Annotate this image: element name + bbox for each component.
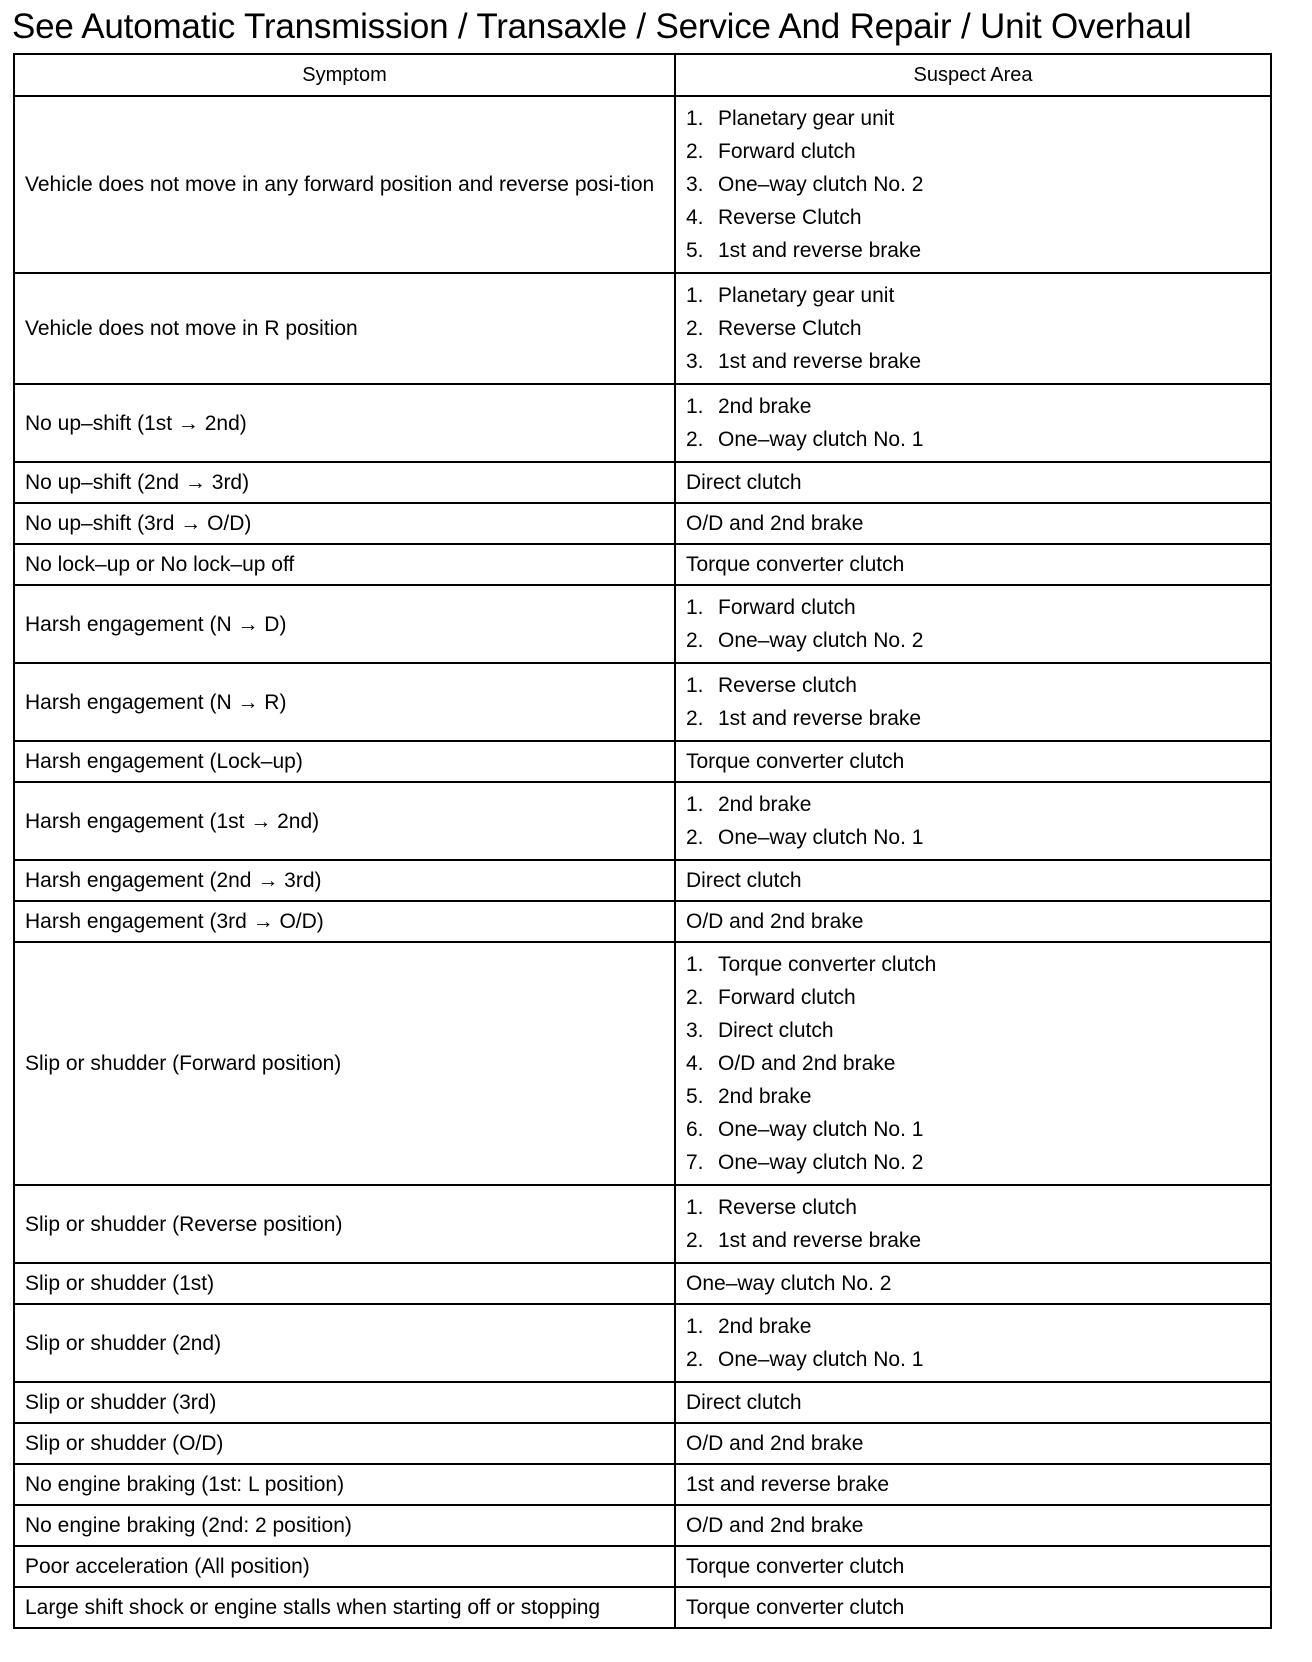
table-row bbox=[14, 1423, 1271, 1464]
symptom-cell: No up–shift (3rd → O/D) bbox=[14, 503, 675, 544]
list-item bbox=[686, 1146, 1260, 1179]
table-row bbox=[14, 585, 1271, 663]
list-text: Planetary gear unit bbox=[718, 107, 895, 130]
symptom-cell: No lock–up or No lock–up off bbox=[14, 544, 675, 585]
suspect-area-cell: Direct clutch bbox=[675, 860, 1271, 901]
suspect-list bbox=[686, 591, 1260, 657]
list-text: One–way clutch No. 2 bbox=[718, 173, 924, 196]
list-item bbox=[686, 234, 1260, 267]
suspect-area-cell: Torque converter clutch bbox=[675, 1587, 1271, 1628]
list-text: One–way clutch No. 1 bbox=[718, 1118, 924, 1141]
table-row bbox=[14, 1587, 1271, 1628]
list-text: Direct clutch bbox=[718, 1019, 834, 1042]
list-text: 1st and reverse brake bbox=[718, 350, 922, 373]
suspect-list bbox=[686, 102, 1260, 267]
list-text: Forward clutch bbox=[718, 986, 856, 1009]
suspect-area-cell bbox=[675, 663, 1271, 741]
list-number: 1. bbox=[686, 674, 704, 697]
symptom-cell: Harsh engagement (3rd → O/D) bbox=[14, 901, 675, 942]
list-text: One–way clutch No. 1 bbox=[718, 428, 924, 451]
list-text: O/D and 2nd brake bbox=[718, 1052, 896, 1075]
suspect-area-cell: Torque converter clutch bbox=[675, 544, 1271, 585]
list-number: 2. bbox=[686, 826, 704, 849]
table-row bbox=[14, 1464, 1271, 1505]
list-item bbox=[686, 201, 1260, 234]
list-number: 2. bbox=[686, 986, 704, 1009]
list-item bbox=[686, 981, 1260, 1014]
symptom-cell: Harsh engagement (N → D) bbox=[14, 585, 675, 663]
suspect-area-cell: Direct clutch bbox=[675, 462, 1271, 503]
list-text: 2nd brake bbox=[718, 395, 812, 418]
table-row bbox=[14, 1546, 1271, 1587]
list-text: Reverse clutch bbox=[718, 674, 857, 697]
suspect-area-cell bbox=[675, 1185, 1271, 1263]
table-row bbox=[14, 741, 1271, 782]
list-number: 2. bbox=[686, 1348, 704, 1371]
list-item bbox=[686, 702, 1260, 735]
table-row bbox=[14, 1382, 1271, 1423]
list-number: 1. bbox=[686, 793, 704, 816]
symptom-cell: Slip or shudder (O/D) bbox=[14, 1423, 675, 1464]
list-text: 1st and reverse brake bbox=[718, 1229, 922, 1252]
list-item bbox=[686, 1224, 1260, 1257]
table-row bbox=[14, 1263, 1271, 1304]
list-item bbox=[686, 312, 1260, 345]
suspect-area-cell: One–way clutch No. 2 bbox=[675, 1263, 1271, 1304]
table-row bbox=[14, 1185, 1271, 1263]
symptom-cell: Poor acceleration (All position) bbox=[14, 1546, 675, 1587]
suspect-area-cell: O/D and 2nd brake bbox=[675, 1505, 1271, 1546]
list-item bbox=[686, 102, 1260, 135]
list-number: 5. bbox=[686, 1085, 704, 1108]
list-item bbox=[686, 423, 1260, 456]
suspect-area-cell bbox=[675, 273, 1271, 384]
list-item bbox=[686, 1014, 1260, 1047]
suspect-area-cell: Torque converter clutch bbox=[675, 741, 1271, 782]
suspect-area-cell bbox=[675, 942, 1271, 1185]
list-text: One–way clutch No. 1 bbox=[718, 1348, 924, 1371]
list-text: Reverse Clutch bbox=[718, 317, 862, 340]
list-number: 3. bbox=[686, 173, 704, 196]
suspect-list bbox=[686, 279, 1260, 378]
list-number: 1. bbox=[686, 395, 704, 418]
symptom-cell: No engine braking (1st: L position) bbox=[14, 1464, 675, 1505]
table-row bbox=[14, 1304, 1271, 1382]
list-text: One–way clutch No. 1 bbox=[718, 826, 924, 849]
symptom-cell: Harsh engagement (1st → 2nd) bbox=[14, 782, 675, 860]
symptom-cell: Slip or shudder (2nd) bbox=[14, 1304, 675, 1382]
suspect-area-cell: O/D and 2nd brake bbox=[675, 901, 1271, 942]
symptom-cell: Harsh engagement (2nd → 3rd) bbox=[14, 860, 675, 901]
list-item bbox=[686, 1080, 1260, 1113]
table-row bbox=[14, 860, 1271, 901]
list-text: 2nd brake bbox=[718, 1085, 812, 1108]
list-text: Forward clutch bbox=[718, 596, 856, 619]
suspect-list bbox=[686, 669, 1260, 735]
suspect-area-cell bbox=[675, 384, 1271, 462]
list-number: 1. bbox=[686, 1315, 704, 1338]
suspect-list bbox=[686, 390, 1260, 456]
symptom-cell: Vehicle does not move in any forward position and reverse posi-tion bbox=[14, 96, 675, 273]
table-row bbox=[14, 1505, 1271, 1546]
symptom-cell: Slip or shudder (1st) bbox=[14, 1263, 675, 1304]
symptom-cell: No engine braking (2nd: 2 position) bbox=[14, 1505, 675, 1546]
list-number: 1. bbox=[686, 953, 704, 976]
list-number: 5. bbox=[686, 239, 704, 262]
list-text: 2nd brake bbox=[718, 793, 812, 816]
suspect-area-cell bbox=[675, 96, 1271, 273]
suspect-list bbox=[686, 1310, 1260, 1376]
table-row bbox=[14, 663, 1271, 741]
header-row bbox=[14, 54, 1271, 96]
list-number: 1. bbox=[686, 1196, 704, 1219]
list-text: One–way clutch No. 2 bbox=[718, 1151, 924, 1174]
suspect-area-column-header: Suspect Area bbox=[675, 54, 1271, 96]
list-number: 2. bbox=[686, 707, 704, 730]
list-item bbox=[686, 669, 1260, 702]
list-item bbox=[686, 168, 1260, 201]
table-row bbox=[14, 942, 1271, 1185]
symptom-cell: Slip or shudder (3rd) bbox=[14, 1382, 675, 1423]
table-row bbox=[14, 96, 1271, 273]
list-text: 1st and reverse brake bbox=[718, 707, 922, 730]
symptom-cell: Slip or shudder (Forward position) bbox=[14, 942, 675, 1185]
list-item bbox=[686, 1343, 1260, 1376]
list-text: Reverse clutch bbox=[718, 1196, 857, 1219]
list-text: 1st and reverse brake bbox=[718, 239, 922, 262]
list-number: 4. bbox=[686, 206, 704, 229]
table-row bbox=[14, 462, 1271, 503]
list-item bbox=[686, 1191, 1260, 1224]
list-item bbox=[686, 279, 1260, 312]
suspect-area-cell: O/D and 2nd brake bbox=[675, 503, 1271, 544]
list-item bbox=[686, 1113, 1260, 1146]
table-row bbox=[14, 782, 1271, 860]
list-number: 1. bbox=[686, 596, 704, 619]
suspect-list bbox=[686, 948, 1260, 1179]
list-item bbox=[686, 1047, 1260, 1080]
list-text: One–way clutch No. 2 bbox=[718, 629, 924, 652]
list-item bbox=[686, 624, 1260, 657]
symptom-column-header: Symptom bbox=[14, 54, 675, 96]
suspect-list bbox=[686, 1191, 1260, 1257]
list-item bbox=[686, 948, 1260, 981]
suspect-area-cell: O/D and 2nd brake bbox=[675, 1423, 1271, 1464]
list-number: 2. bbox=[686, 1229, 704, 1252]
list-number: 3. bbox=[686, 1019, 704, 1042]
list-item bbox=[686, 1310, 1260, 1343]
list-number: 1. bbox=[686, 107, 704, 130]
list-number: 2. bbox=[686, 317, 704, 340]
symptom-cell: Harsh engagement (N → R) bbox=[14, 663, 675, 741]
list-number: 7. bbox=[686, 1151, 704, 1174]
suspect-list bbox=[686, 788, 1260, 854]
symptom-cell: Large shift shock or engine stalls when starting off or stopping bbox=[14, 1587, 675, 1628]
list-item bbox=[686, 788, 1260, 821]
list-text: Reverse Clutch bbox=[718, 206, 862, 229]
table-row bbox=[14, 384, 1271, 462]
list-text: 2nd brake bbox=[718, 1315, 812, 1338]
list-text: Planetary gear unit bbox=[718, 284, 895, 307]
suspect-area-cell bbox=[675, 782, 1271, 860]
symptom-cell: No up–shift (2nd → 3rd) bbox=[14, 462, 675, 503]
table-row bbox=[14, 544, 1271, 585]
list-item bbox=[686, 390, 1260, 423]
list-item bbox=[686, 591, 1260, 624]
symptom-cell: Vehicle does not move in R position bbox=[14, 273, 675, 384]
suspect-area-cell: 1st and reverse brake bbox=[675, 1464, 1271, 1505]
suspect-area-cell: Direct clutch bbox=[675, 1382, 1271, 1423]
table-row bbox=[14, 901, 1271, 942]
symptom-cell: No up–shift (1st → 2nd) bbox=[14, 384, 675, 462]
suspect-area-cell bbox=[675, 1304, 1271, 1382]
list-item bbox=[686, 821, 1260, 854]
page-title: See Automatic Transmission / Transaxle / Service And Repair / Unit Overhaul bbox=[12, 7, 1192, 46]
symptom-cell: Slip or shudder (Reverse position) bbox=[14, 1185, 675, 1263]
table-row bbox=[14, 273, 1271, 384]
diagnosis-table bbox=[13, 53, 1272, 1629]
list-number: 2. bbox=[686, 140, 704, 163]
list-number: 1. bbox=[686, 284, 704, 307]
suspect-area-cell bbox=[675, 585, 1271, 663]
list-number: 6. bbox=[686, 1118, 704, 1141]
list-number: 4. bbox=[686, 1052, 704, 1075]
list-item bbox=[686, 345, 1260, 378]
list-number: 2. bbox=[686, 629, 704, 652]
symptom-cell: Harsh engagement (Lock–up) bbox=[14, 741, 675, 782]
table-row bbox=[14, 503, 1271, 544]
list-number: 3. bbox=[686, 350, 704, 373]
list-number: 2. bbox=[686, 428, 704, 451]
list-text: Forward clutch bbox=[718, 140, 856, 163]
suspect-area-cell: Torque converter clutch bbox=[675, 1546, 1271, 1587]
list-item bbox=[686, 135, 1260, 168]
list-text: Torque converter clutch bbox=[718, 953, 937, 976]
